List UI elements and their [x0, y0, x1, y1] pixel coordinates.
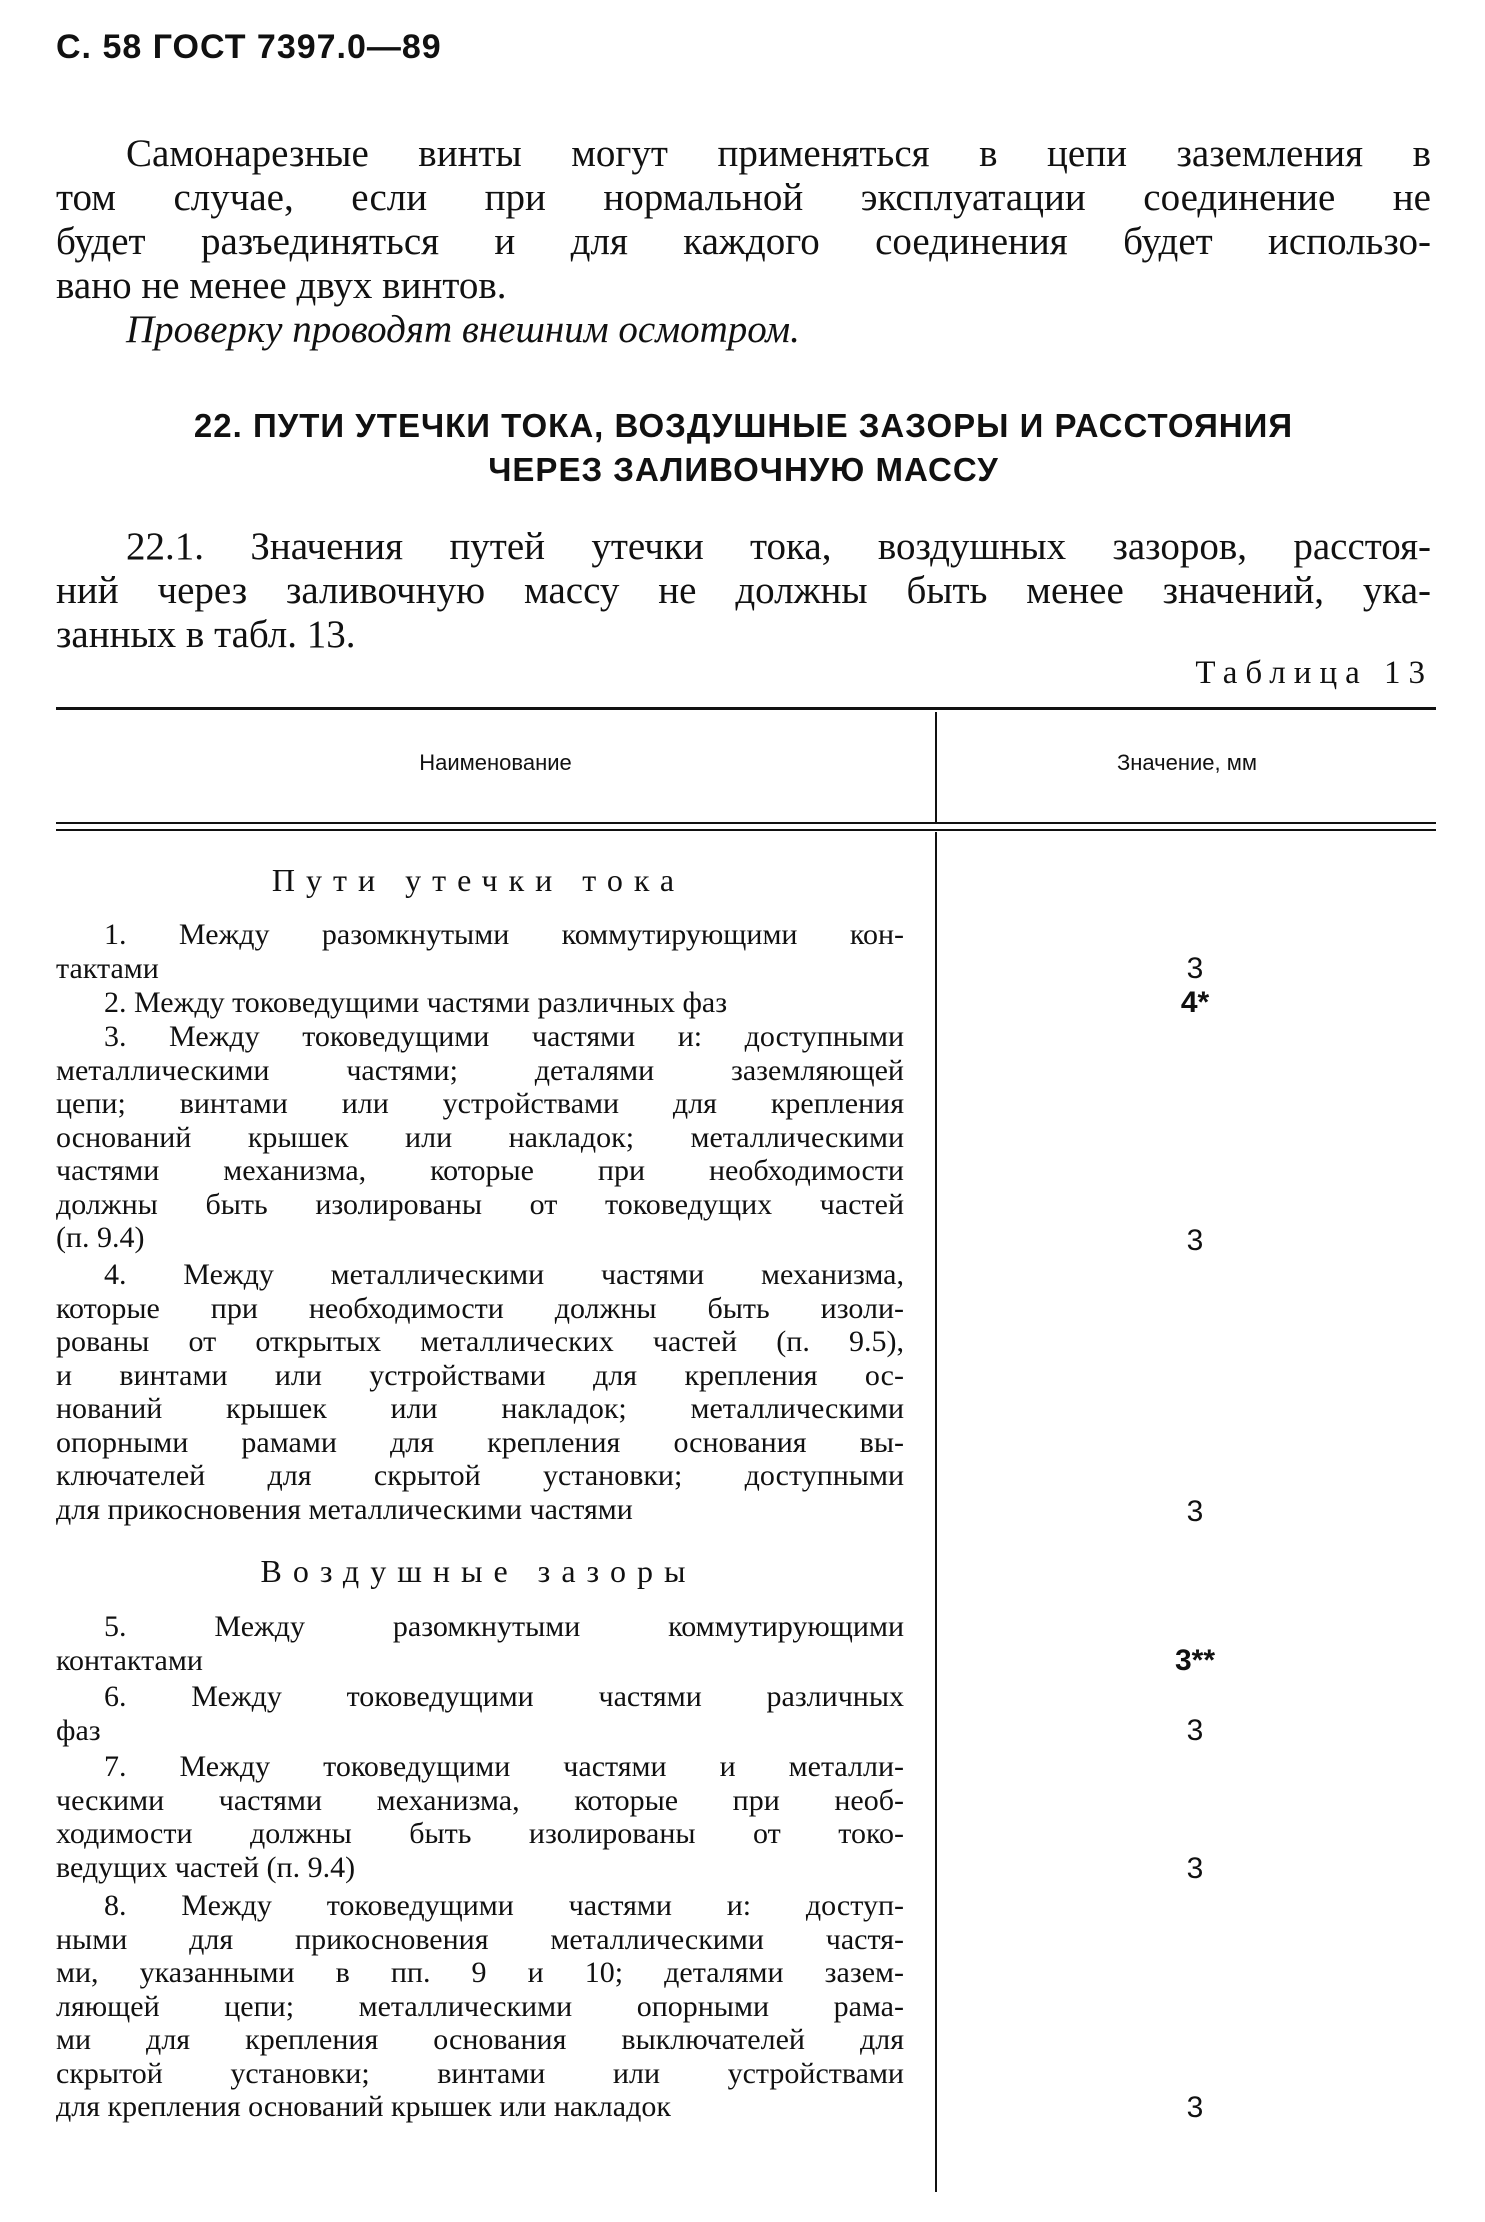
column-divider — [935, 832, 937, 2192]
section-title-line: 22. ПУТИ УТЕЧКИ ТОКА, ВОЗДУШНЫЕ ЗАЗОРЫ И РАССТОЯНИЯ — [193, 407, 1294, 444]
row-value: 3** — [1174, 1644, 1216, 1677]
row-line: ными для прикосновения металлическими частя- — [56, 1922, 904, 1956]
row-value: 4* — [1180, 986, 1210, 1019]
check-note: Проверку проводят внешним осмотром. — [126, 308, 800, 351]
text-line: Самонарезные винты могут применяться в цепи заземления в — [126, 132, 1431, 175]
row-line: 7. Между токоведущими частями и металли- — [104, 1750, 904, 1783]
text-line: будет разъединяться и для каждого соединения будет использо- — [56, 220, 1431, 263]
row-line: нований крышек или накладок; металлическими — [56, 1392, 904, 1425]
row-value: 3 — [1186, 952, 1204, 985]
text-line: вано не менее двух винтов. — [56, 264, 507, 307]
row-value: 3 — [1186, 1852, 1204, 1885]
table-row-text — [56, 986, 904, 1020]
text-line: 22.1. Значения путей утечки тока, воздушных зазоров, расстоя- — [126, 525, 1431, 568]
group-heading: Пути утечки тока — [271, 862, 686, 898]
row-line: ведущих частей (п. 9.4) — [56, 1850, 356, 1884]
row-line: металлическими частями; деталями заземляющей — [56, 1053, 904, 1087]
row-line: ми, указанными в пп. 9 и 10; деталями зазем- — [56, 1956, 904, 1989]
section-title — [56, 404, 1431, 492]
table-row-text — [56, 1610, 904, 1677]
text-line: занных в табл. 13. — [56, 613, 356, 656]
row-value: 3 — [1186, 2091, 1204, 2124]
row-line: фаз — [56, 1713, 101, 1747]
row-line: оснований крышек или накладок; металлическими — [56, 1120, 904, 1154]
row-line: ляющей цепи; металлическими опорными рама- — [56, 1989, 904, 2023]
table-row-text — [56, 1020, 904, 1255]
row-line: 6. Между токоведущими частями различных — [104, 1680, 904, 1713]
row-line: 4. Между металлическими частями механизма, — [104, 1258, 904, 1291]
table-row-text — [56, 1680, 904, 1747]
row-line: ключателей для скрытой установки; доступными — [56, 1459, 904, 1492]
header-rule — [56, 822, 1436, 824]
header-rule — [56, 829, 1436, 831]
row-line: должны быть изолированы от токоведущих частей — [56, 1187, 904, 1221]
column-header-value: Значение, мм — [1116, 750, 1258, 775]
row-line: ми для крепления основания выключателей для — [56, 2023, 904, 2056]
row-line: 8. Между токоведущими частями и: доступ- — [104, 1889, 904, 1922]
row-value: 3 — [1186, 1495, 1204, 1528]
row-line: для крепления оснований крышек или накладок — [56, 2090, 671, 2123]
row-line: контактами — [56, 1643, 203, 1677]
text-line: том случае, если при нормальной эксплуатации соединение не — [56, 176, 1431, 219]
row-value: 3 — [1186, 1714, 1204, 1747]
row-line: ходимости должны быть изолированы от токо- — [56, 1817, 904, 1850]
row-line: ческими частями механизма, которые при необ- — [56, 1783, 904, 1817]
column-header-name: Наименование — [419, 750, 572, 775]
table-top-rule — [56, 707, 1436, 710]
group-heading: Воздушные зазоры — [260, 1553, 697, 1589]
row-line: которые при необходимости должны быть изоли- — [56, 1291, 904, 1325]
row-line: опорными рамами для крепления основания вы- — [56, 1425, 904, 1459]
table-caption: Таблица 13 — [1195, 655, 1433, 691]
row-line: 1. Между разомкнутыми коммутирующими кон- — [104, 918, 904, 951]
table-row-text — [56, 918, 904, 985]
row-line: 5. Между разомкнутыми коммутирующими — [104, 1610, 904, 1643]
section-title-line: ЧЕРЕЗ ЗАЛИВОЧНУЮ МАССУ — [488, 451, 999, 488]
table-row-text — [56, 1750, 904, 1884]
page-header: С. 58 ГОСТ 7397.0—89 — [56, 28, 442, 66]
row-line: 3. Между токоведущими частями и: доступными — [104, 1020, 904, 1053]
row-value: 3 — [1186, 1224, 1204, 1257]
row-line: (п. 9.4) — [56, 1221, 145, 1254]
table-row-text — [56, 1258, 904, 1526]
row-line: рованы от открытых металлических частей (п. 9.5), — [56, 1325, 904, 1358]
text-line: ний через заливочную массу не должны быть менее значений, ука- — [56, 569, 1431, 612]
row-line: скрытой установки; винтами или устройствами — [56, 2056, 904, 2090]
row-line: тактами — [56, 951, 159, 985]
intro-paragraph — [56, 132, 1431, 352]
section-paragraph — [56, 525, 1431, 657]
row-line: частями механизма, которые при необходимости — [56, 1154, 904, 1187]
row-line: и винтами или устройствами для крепления ос- — [56, 1358, 904, 1392]
row-line: для прикосновения металлическими частями — [56, 1492, 633, 1526]
row-line: цепи; винтами или устройствами для крепления — [56, 1087, 904, 1120]
table-row-text — [56, 1889, 904, 2124]
row-line: 2. Между токоведущими частями различных фаз — [104, 986, 728, 1019]
